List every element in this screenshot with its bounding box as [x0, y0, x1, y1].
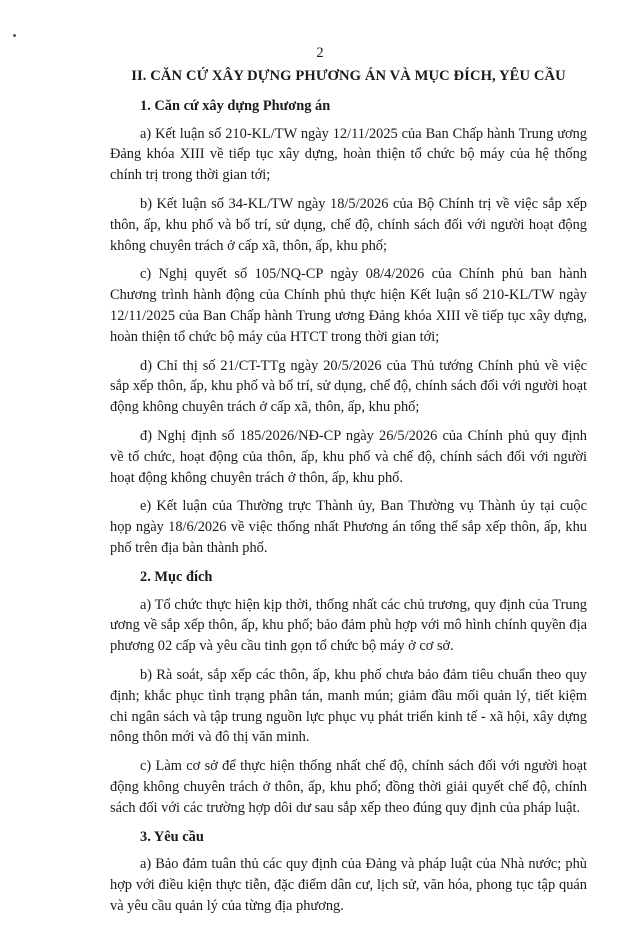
paragraph: đ) Nghị định số 185/2026/NĐ-CP ngày 26/5/2026 của Chính phủ quy định về tổ chức, hoạt động của thôn, ấp, khu phố và chế độ, chính sách đối với người hoạt động không chuyên trách ở thôn, ấp, khu phố.	[110, 427, 587, 486]
scan-dot	[13, 34, 16, 37]
paragraph: a) Kết luận số 210-KL/TW ngày 12/11/2025 của Ban Chấp hành Trung ương Đảng khóa XIII về tiếp tục xây dựng, hoàn thiện tổ chức bộ máy của hệ thống chính trị trong thời gian tới;	[110, 125, 587, 184]
subsection-heading: 3. Yêu cầu	[140, 828, 204, 845]
paragraph: c) Nghị quyết số 105/NQ-CP ngày 08/4/2026 của Chính phủ ban hành Chương trình hành động của Chính phủ thực hiện Kết luận số 210-KL/TW ngày 12/11/2025 của Ban Chấp hành Trung ương Đảng khóa XIII về tiếp tục xây dựng, hoàn thiện tổ chức bộ máy của HTCT trong thời gian tới;	[110, 266, 587, 345]
subsection-purpose	[110, 567, 587, 819]
paragraph: a) Bảo đảm tuân thủ các quy định của Đảng và pháp luật của Nhà nước; phù hợp với điều kiện thực tiễn, đặc điểm dân cư, lịch sử, văn hóa, phong tục tập quán và yêu cầu quản lý của từng địa phương.	[110, 856, 587, 914]
section-title: II. CĂN CỨ XÂY DỰNG PHƯƠNG ÁN VÀ MỤC ĐÍCH, YÊU CẦU	[131, 68, 566, 84]
paragraph: d) Chỉ thị số 21/CT-TTg ngày 20/5/2026 của Thủ tướng Chính phủ về việc sắp xếp thôn, ấp, khu phố và bố trí, sử dụng, chế độ, chính sách đối với người hoạt động không chuyên trách ở cấp xã, thôn, ấp, khu phố;	[110, 357, 587, 416]
subsection-requirements	[110, 827, 587, 917]
subsection-heading: 2. Mục đích	[140, 568, 213, 585]
subsection-basis	[110, 96, 587, 559]
document-body	[110, 66, 587, 925]
paragraph: b) Kết luận số 34-KL/TW ngày 18/5/2026 của Bộ Chính trị về việc sắp xếp thôn, ấp, khu phố và bố trí, sử dụng, chế độ, chính sách đối với người hoạt động không chuyên trách ở cấp xã, thôn, ấp, khu phố;	[110, 195, 587, 254]
paragraph: a) Tổ chức thực hiện kịp thời, thống nhất các chủ trương, quy định của Trung ương về sắp xếp thôn, ấp, khu phố; bảo đảm phù hợp với mô hình chính quyền địa phương 02 cấp và yêu cầu tinh gọn tổ chức bộ máy ở cơ sở.	[110, 596, 587, 655]
paragraph: e) Kết luận của Thường trực Thành ủy, Ban Thường vụ Thành ủy tại cuộc họp ngày 18/6/2026 về việc thống nhất Phương án tổng thể sắp xếp thôn, ấp, khu phố trên địa bàn thành phố.	[110, 498, 587, 556]
paragraph: c) Làm cơ sở để thực hiện thống nhất chế độ, chính sách đối với người hoạt động không chuyên trách ở thôn, ấp, khu phố; đồng thời giải quyết chế độ, chính sách đối với các trường hợp dôi dư sau sắp xếp theo đúng quy định của pháp luật.	[110, 758, 587, 816]
page-number: 2	[316, 45, 324, 61]
subsection-heading: 1. Căn cứ xây dựng Phương án	[140, 97, 331, 114]
paragraph: b) Rà soát, sắp xếp các thôn, ấp, khu phố chưa bảo đảm tiêu chuẩn theo quy định; khắc phục tình trạng phân tán, manh mún; giảm đầu mối quản lý, tiết kiệm chi ngân sách và tập trung nguồn lực phục vụ phát triển kinh tế - xã hội, xây dựng nông thôn mới và đô thị văn minh.	[110, 666, 587, 746]
